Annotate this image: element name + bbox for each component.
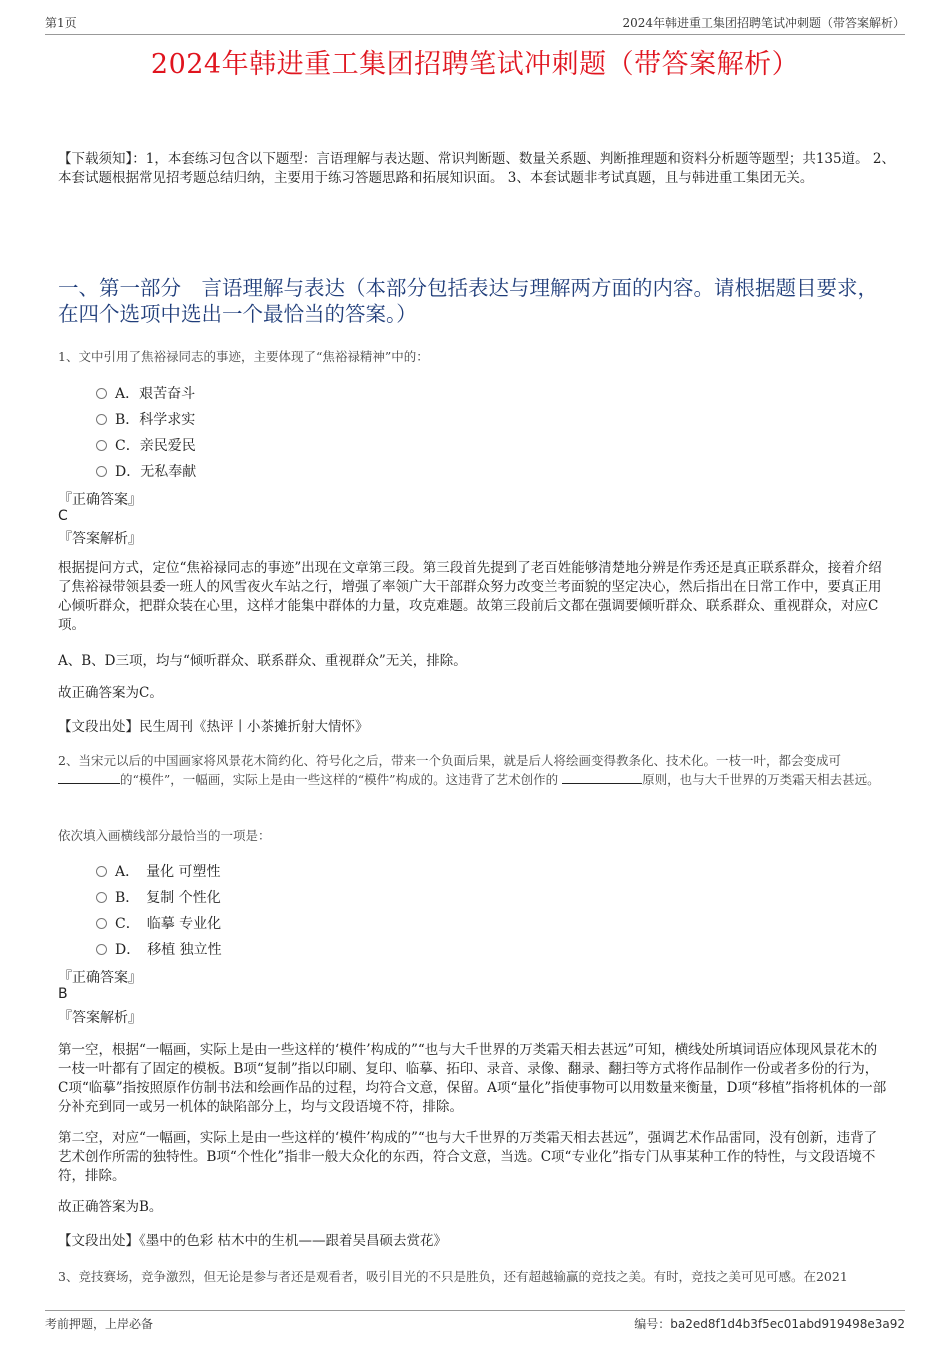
q2-option-a[interactable] bbox=[96, 863, 221, 881]
q2-answer: B bbox=[58, 986, 68, 1002]
q2-analysis-p2: 第二空，对应“一幅画，实际上是由一些这样的‘模件’构成的”“也与大千世界的万类霜天相去甚远”，强调艺术作品雷同，没有创新，违背了艺术创作所需的独特性。B项“个性化”指非一般大众化的东西，符合文意，当选。C项“专业化”指专门从事某种工作的特性，与文段语境不符，排除。 bbox=[58, 1130, 878, 1184]
download-notice: 【下载须知】：1，本套练习包含以下题型：言语理解与表达题、常识判断题、数量关系题、判断推理题和资料分析题等题型；共135道。 2、本套试题根据常见招考题总结归纳，主要用于练习答题思路和拓展知识面。 3、本套试题非考试真题，且与韩进重工集团无关。 bbox=[58, 151, 895, 186]
question-2-stem bbox=[58, 751, 898, 789]
q2-analysis-p3: 故正确答案为B。 bbox=[58, 1199, 163, 1215]
blank-2 bbox=[562, 771, 642, 784]
option-label: C．亲民爱民 bbox=[115, 438, 196, 454]
radio-icon[interactable] bbox=[96, 866, 107, 877]
radio-icon[interactable] bbox=[96, 440, 107, 451]
q2-stem-part-b: 的“模件”，一幅画，实际上是由一些这样的“模件”构成的。这违背了艺术创作的 bbox=[120, 772, 559, 787]
q1-analysis-p3: 故正确答案为C。 bbox=[58, 685, 163, 701]
option-label: C． 临摹 专业化 bbox=[115, 916, 222, 932]
section-heading: 一、第一部分 言语理解与表达（本部分包括表达与理解两方面的内容。请根据题目要求，在四个选项中选出一个最恰当的答案。） bbox=[58, 276, 878, 326]
radio-icon[interactable] bbox=[96, 944, 107, 955]
q2-analysis-p1: 第一空，根据“一幅画，实际上是由一些这样的‘模件’构成的”“也与大千世界的万类霜天相去甚远”可知，横线处所填词语应体现风景花木的一枝一叶都有了固定的模板。B项“复制”指以印刷、复印、临摹、拓印、录音、录像、翻录、翻扫等方式将作品制作一份或者多份的行为，C项“临摹”指按照原作仿制书法和绘画作品的过程，均符合文意，保留。A项“量化”指使事物可以用数量来衡量，D项“移植”指将机体的一部分补充到同一或另一机体的缺陷部分上，均与文段语境不符，排除。 bbox=[58, 1042, 887, 1115]
radio-icon[interactable] bbox=[96, 388, 107, 399]
blank-1 bbox=[58, 771, 120, 784]
q2-stem-part-c: 原则，也与大千世界的万类霜天相去甚远。 bbox=[642, 772, 880, 787]
q2-source: 【文段出处】《墨中的色彩 枯木中的生机——跟着吴昌硕去赏花》 bbox=[58, 1233, 448, 1249]
q1-analysis-p2: A、B、D三项，均与“倾听群众、联系群众、重视群众”无关，排除。 bbox=[58, 653, 467, 669]
q1-analysis-tag: 『答案解析』 bbox=[58, 531, 142, 547]
q1-option-b[interactable] bbox=[96, 411, 195, 429]
page-footer bbox=[45, 1310, 905, 1331]
q1-source: 【文段出处】民生周刊《热评丨小茶摊折射大情怀》 bbox=[58, 719, 369, 735]
option-label: D． 移植 独立性 bbox=[115, 942, 222, 958]
question-3-stem: 3、竞技赛场，竞争激烈，但无论是参与者还是观看者，吸引目光的不只是胜负，还有超越输赢的竞技之美。有时，竞技之美可见可感。在2021 bbox=[58, 1269, 848, 1284]
q1-option-d[interactable] bbox=[96, 463, 196, 481]
question-1-stem: 1、文中引用了焦裕禄同志的事迹，主要体现了“焦裕禄精神”中的： bbox=[58, 349, 429, 364]
q2-instruction: 依次填入画横线部分最恰当的一项是： bbox=[58, 828, 271, 843]
q2-option-c[interactable] bbox=[96, 915, 221, 933]
option-label: A．艰苦奋斗 bbox=[115, 386, 196, 402]
header-doc-title: 2024年韩进重工集团招聘笔试冲刺题（带答案解析） bbox=[622, 16, 905, 30]
footer-slogan: 考前押题，上岸必备 bbox=[45, 1317, 154, 1331]
q1-analysis-p1: 根据提问方式，定位“焦裕禄同志的事迹”出现在文章第三段。第三段首先提到了老百姓能够清楚地分辨是作秀还是真正联系群众，接着介绍了焦裕禄带领县委一班人的风雪夜火车站之行，增强了率领广大干部群众努力改变兰考面貌的坚定决心，然后指出在日常工作中，要真正用心倾听群众，把群众装在心里，这样才能集中群体的力量，攻克难题。故第三段前后文都在强调要倾听群众、联系群众、重视群众，对应C项。 bbox=[58, 560, 882, 633]
page-number: 第1页 bbox=[45, 16, 77, 30]
q2-stem-part-a: 2、当宋元以后的中国画家将风景花木简约化、符号化之后，带来一个负面后果，就是后人将绘画变得教条化、技术化。一枝一叶，都会变成可 bbox=[58, 753, 841, 768]
page-header bbox=[45, 14, 905, 35]
radio-icon[interactable] bbox=[96, 466, 107, 477]
q1-answer: C bbox=[58, 508, 68, 524]
q2-option-b[interactable] bbox=[96, 889, 221, 907]
option-label: B．科学求实 bbox=[115, 412, 196, 428]
code-label: 编号： bbox=[634, 1317, 671, 1331]
code-value: ba2ed8f1d4b3f5ec01abd919498e3a92 bbox=[670, 1317, 905, 1331]
option-label: D．无私奉献 bbox=[115, 464, 197, 480]
document-code bbox=[634, 1315, 905, 1332]
q1-answer-tag: 『正确答案』 bbox=[58, 492, 142, 508]
q2-analysis-tag: 『答案解析』 bbox=[58, 1010, 142, 1026]
q2-answer-tag: 『正确答案』 bbox=[58, 970, 142, 986]
document-title: 2024年韩进重工集团招聘笔试冲刺题（带答案解析） bbox=[150, 49, 800, 80]
radio-icon[interactable] bbox=[96, 892, 107, 903]
q1-option-c[interactable] bbox=[96, 437, 196, 455]
q1-option-a[interactable] bbox=[96, 385, 195, 403]
radio-icon[interactable] bbox=[96, 414, 107, 425]
radio-icon[interactable] bbox=[96, 918, 107, 929]
option-label: B． 复制 个性化 bbox=[115, 890, 221, 906]
option-label: A． 量化 可塑性 bbox=[115, 864, 221, 880]
q2-option-d[interactable] bbox=[96, 941, 222, 959]
